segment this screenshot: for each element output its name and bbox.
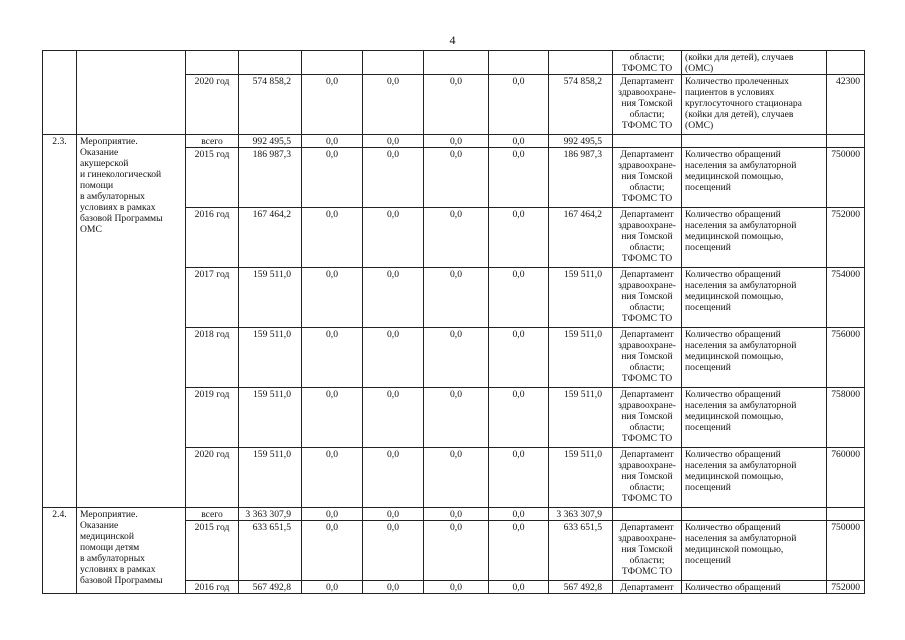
target-cell: 752000 — [827, 581, 865, 594]
value-cell: 3 363 307,9 — [549, 508, 613, 521]
target-cell: 752000 — [827, 208, 865, 268]
value-cell: 574 858,2 — [549, 75, 613, 135]
table-body — [43, 51, 865, 594]
executor-cell: Департамент здравоохране- ния Томской области; ТФОМС ТО — [613, 208, 682, 268]
value-cell: 0,0 — [363, 508, 424, 521]
value-cell — [489, 51, 549, 75]
section-name: Мероприятие. Оказание акушерской и гинекологической помощи в амбулаторных условиях в рамках базовой Программы ОМС — [77, 135, 186, 508]
program-table — [42, 50, 865, 594]
table-row-total — [43, 508, 865, 521]
executor-cell: Департамент здравоохране- ния Томской области; ТФОМС ТО — [613, 75, 682, 135]
value-cell: 0,0 — [424, 328, 489, 388]
value-cell: 0,0 — [424, 581, 489, 594]
year-cell: 2015 год — [186, 148, 239, 208]
target-cell — [827, 508, 865, 521]
value-cell: 0,0 — [489, 581, 549, 594]
name-cell — [77, 51, 186, 135]
value-cell: 0,0 — [363, 148, 424, 208]
value-cell: 0,0 — [424, 148, 489, 208]
year-cell: всего — [186, 508, 239, 521]
value-cell: 0,0 — [363, 521, 424, 581]
executor-cell: Департамент — [613, 581, 682, 594]
value-cell: 0,0 — [489, 388, 549, 448]
value-cell: 159 511,0 — [549, 268, 613, 328]
value-cell — [549, 51, 613, 75]
value-cell: 159 511,0 — [549, 328, 613, 388]
target-cell: 42300 — [827, 75, 865, 135]
num-cell — [43, 51, 77, 135]
value-cell: 0,0 — [302, 508, 363, 521]
value-cell: 0,0 — [489, 75, 549, 135]
value-cell: 0,0 — [489, 208, 549, 268]
page-number: 4 — [449, 33, 456, 47]
indicator-cell: Количество обращений населения за амбулаторной медицинской помощью, посещений — [682, 448, 827, 508]
year-cell: 2018 год — [186, 328, 239, 388]
value-cell: 167 464,2 — [549, 208, 613, 268]
value-cell: 0,0 — [363, 208, 424, 268]
total-cell: 159 511,0 — [239, 328, 302, 388]
value-cell: 0,0 — [302, 148, 363, 208]
year-cell: 2017 год — [186, 268, 239, 328]
year-cell: 2020 год — [186, 75, 239, 135]
executor-cell — [613, 135, 682, 148]
indicator-cell — [682, 135, 827, 148]
target-cell: 754000 — [827, 268, 865, 328]
indicator-cell: Количество обращений населения за амбулаторной медицинской помощью, посещений — [682, 148, 827, 208]
value-cell: 0,0 — [363, 135, 424, 148]
value-cell: 0,0 — [424, 208, 489, 268]
total-cell — [239, 51, 302, 75]
year-cell: 2016 год — [186, 581, 239, 594]
table-row-total — [43, 135, 865, 148]
indicator-cell: Количество пролеченных пациентов в условиях круглосуточного стационара (койки для детей), случаев (ОМС) — [682, 75, 827, 135]
value-cell: 0,0 — [489, 135, 549, 148]
value-cell — [424, 51, 489, 75]
target-cell: 760000 — [827, 448, 865, 508]
target-cell: 750000 — [827, 521, 865, 581]
section-number: 2.4. — [43, 508, 77, 594]
value-cell: 159 511,0 — [549, 388, 613, 448]
total-cell: 574 858,2 — [239, 75, 302, 135]
value-cell: 0,0 — [424, 135, 489, 148]
target-cell: 756000 — [827, 328, 865, 388]
value-cell: 0,0 — [424, 75, 489, 135]
total-cell: 167 464,2 — [239, 208, 302, 268]
section-number: 2.3. — [43, 135, 77, 508]
value-cell: 0,0 — [424, 508, 489, 521]
total-cell: 567 492,8 — [239, 581, 302, 594]
value-cell: 0,0 — [363, 448, 424, 508]
year-cell: 2020 год — [186, 448, 239, 508]
value-cell: 0,0 — [489, 268, 549, 328]
value-cell: 992 495,5 — [549, 135, 613, 148]
executor-cell: Департамент здравоохране- ния Томской области; ТФОМС ТО — [613, 328, 682, 388]
value-cell: 186 987,3 — [549, 148, 613, 208]
indicator-cell: Количество обращений населения за амбулаторной медицинской помощью, посещений — [682, 388, 827, 448]
year-cell: 2015 год — [186, 521, 239, 581]
year-cell: 2016 год — [186, 208, 239, 268]
indicator-cell: Количество обращений населения за амбулаторной медицинской помощью, посещений — [682, 328, 827, 388]
value-cell: 0,0 — [302, 208, 363, 268]
year-cell — [186, 51, 239, 75]
value-cell: 0,0 — [363, 268, 424, 328]
value-cell: 0,0 — [489, 508, 549, 521]
value-cell: 0,0 — [302, 135, 363, 148]
executor-cell: Департамент здравоохране- ния Томской области; ТФОМС ТО — [613, 388, 682, 448]
value-cell: 0,0 — [302, 521, 363, 581]
total-cell: 159 511,0 — [239, 388, 302, 448]
total-cell: 186 987,3 — [239, 148, 302, 208]
value-cell: 0,0 — [363, 581, 424, 594]
value-cell: 0,0 — [302, 328, 363, 388]
value-cell: 0,0 — [489, 328, 549, 388]
value-cell: 0,0 — [424, 521, 489, 581]
executor-cell: области; ТФОМС ТО — [613, 51, 682, 75]
value-cell: 0,0 — [424, 448, 489, 508]
value-cell: 0,0 — [302, 581, 363, 594]
total-cell: 992 495,5 — [239, 135, 302, 148]
total-cell: 633 651,5 — [239, 521, 302, 581]
year-cell: всего — [186, 135, 239, 148]
value-cell: 567 492,8 — [549, 581, 613, 594]
value-cell: 0,0 — [302, 388, 363, 448]
year-cell: 2019 год — [186, 388, 239, 448]
value-cell — [302, 51, 363, 75]
value-cell: 0,0 — [302, 268, 363, 328]
indicator-cell: (койки для детей), случаев (ОМС) — [682, 51, 827, 75]
indicator-cell: Количество обращений населения за амбулаторной медицинской помощью, посещений — [682, 521, 827, 581]
value-cell: 0,0 — [489, 521, 549, 581]
target-cell — [827, 135, 865, 148]
value-cell: 0,0 — [363, 75, 424, 135]
value-cell: 0,0 — [363, 388, 424, 448]
value-cell: 633 651,5 — [549, 521, 613, 581]
total-cell: 3 363 307,9 — [239, 508, 302, 521]
value-cell: 0,0 — [302, 448, 363, 508]
executor-cell — [613, 508, 682, 521]
executor-cell: Департамент здравоохране- ния Томской области; ТФОМС ТО — [613, 448, 682, 508]
indicator-cell — [682, 508, 827, 521]
indicator-cell: Количество обращений населения за амбулаторной медицинской помощью, посещений — [682, 268, 827, 328]
value-cell: 159 511,0 — [549, 448, 613, 508]
total-cell: 159 511,0 — [239, 268, 302, 328]
section-name: Мероприятие. Оказание медицинской помощи детям в амбулаторных условиях в рамках базовой Программы — [77, 508, 186, 594]
executor-cell: Департамент здравоохране- ния Томской области; ТФОМС ТО — [613, 148, 682, 208]
table-row — [43, 51, 865, 75]
total-cell: 159 511,0 — [239, 448, 302, 508]
target-cell: 750000 — [827, 148, 865, 208]
value-cell: 0,0 — [424, 268, 489, 328]
value-cell: 0,0 — [424, 388, 489, 448]
value-cell — [363, 51, 424, 75]
value-cell: 0,0 — [489, 148, 549, 208]
indicator-cell: Количество обращений — [682, 581, 827, 594]
executor-cell: Департамент здравоохране- ния Томской области; ТФОМС ТО — [613, 521, 682, 581]
indicator-cell: Количество обращений населения за амбулаторной медицинской помощью, посещений — [682, 208, 827, 268]
executor-cell: Департамент здравоохране- ния Томской области; ТФОМС ТО — [613, 268, 682, 328]
value-cell: 0,0 — [489, 448, 549, 508]
value-cell: 0,0 — [363, 328, 424, 388]
value-cell: 0,0 — [302, 75, 363, 135]
target-cell — [827, 51, 865, 75]
target-cell: 758000 — [827, 388, 865, 448]
